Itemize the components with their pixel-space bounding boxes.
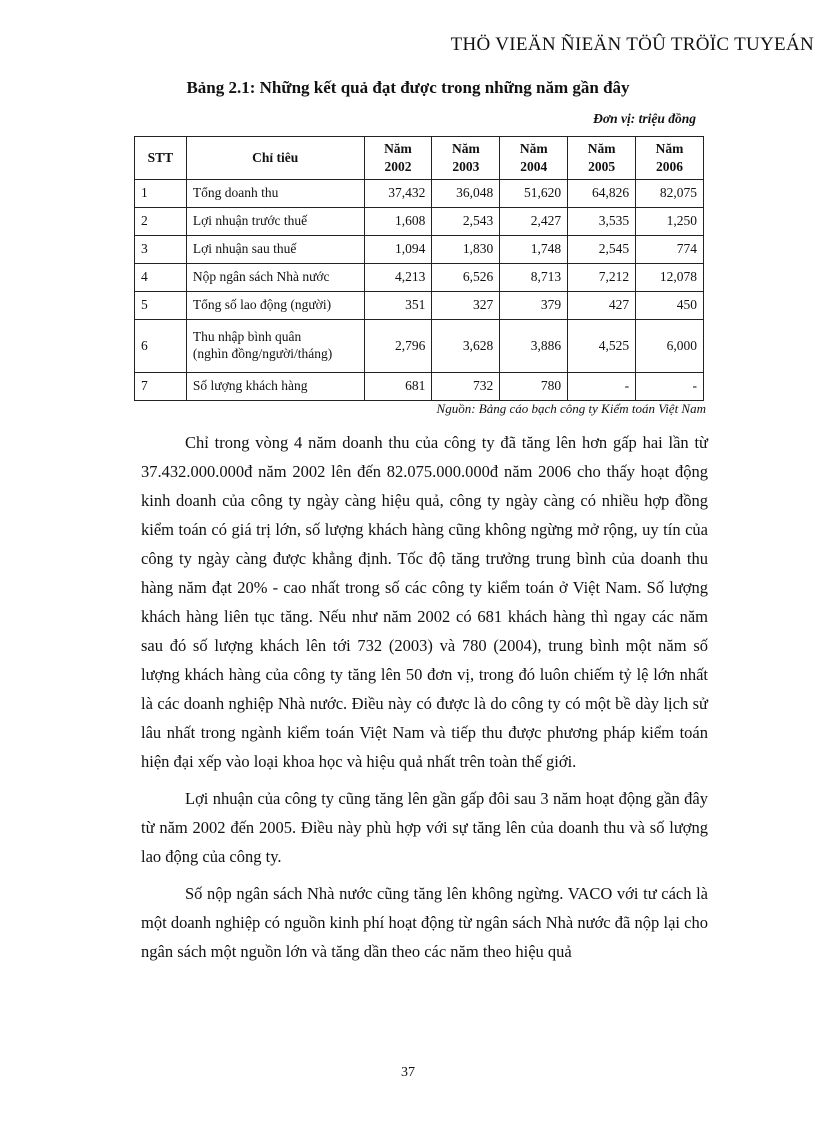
cell-value: 6,526: [432, 264, 500, 292]
cell-value: 1,748: [500, 236, 568, 264]
page-number: 37: [401, 1065, 415, 1080]
cell-value: 379: [500, 292, 568, 320]
cell-value: 681: [364, 373, 432, 401]
cell-stt: 1: [135, 180, 187, 208]
cell-value: 2,796: [364, 320, 432, 373]
cell-value: 8,713: [500, 264, 568, 292]
table-row: [135, 373, 704, 401]
cell-value: 37,432: [364, 180, 432, 208]
cell-value: 6,000: [636, 320, 704, 373]
table-source: Nguồn: Bảng cáo bạch công ty Kiểm toán Việt Nam: [436, 401, 706, 416]
table-title: Bảng 2.1: Những kết quả đạt được trong những năm gần đây: [186, 78, 630, 97]
cell-value: 64,826: [568, 180, 636, 208]
table-row: [135, 208, 704, 236]
cell-value: 732: [432, 373, 500, 401]
cell-value: 2,543: [432, 208, 500, 236]
header-year: Năm 2006: [636, 137, 704, 180]
cell-value: 2,545: [568, 236, 636, 264]
cell-stt: 4: [135, 264, 187, 292]
table-row: [135, 264, 704, 292]
cell-value: 3,628: [432, 320, 500, 373]
table-row: [135, 320, 704, 373]
cell-value: 3,886: [500, 320, 568, 373]
header-year: Năm 2002: [364, 137, 432, 180]
cell-stt: 2: [135, 208, 187, 236]
table-row: [135, 292, 704, 320]
cell-name: Nộp ngân sách Nhà nước: [186, 264, 364, 292]
cell-value: 82,075: [636, 180, 704, 208]
cell-value: 4,525: [568, 320, 636, 373]
cell-stt: 5: [135, 292, 187, 320]
header-year: Năm 2005: [568, 137, 636, 180]
paragraph: Số nộp ngân sách Nhà nước cũng tăng lên không ngừng. VACO với tư cách là một doanh nghiệp có nguồn kinh phí hoạt động từ ngân sách Nhà nước đã nộp lại cho ngân sách một nguồn lớn và tăng dần theo các năm theo hiệu quả: [141, 884, 708, 961]
header-chitieu: Chỉ tiêu: [186, 137, 364, 180]
results-table: [134, 136, 704, 401]
page-header: THÖ VIEÄN ÑIEÄN TÖÛ TRÖÏC TUYEÁN: [450, 34, 814, 55]
header-year: Năm 2004: [500, 137, 568, 180]
cell-value: 1,094: [364, 236, 432, 264]
cell-value: 12,078: [636, 264, 704, 292]
cell-name: Lợi nhuận sau thuế: [186, 236, 364, 264]
cell-value: 3,535: [568, 208, 636, 236]
table-header-row: [135, 137, 704, 180]
body-text: [141, 428, 708, 974]
cell-value: 2,427: [500, 208, 568, 236]
cell-stt: 3: [135, 236, 187, 264]
cell-value: 351: [364, 292, 432, 320]
cell-value: -: [568, 373, 636, 401]
cell-value: -: [636, 373, 704, 401]
cell-stt: 7: [135, 373, 187, 401]
cell-value: 36,048: [432, 180, 500, 208]
table-row: [135, 236, 704, 264]
cell-name: Tổng số lao động (người): [186, 292, 364, 320]
cell-value: 427: [568, 292, 636, 320]
cell-value: 51,620: [500, 180, 568, 208]
cell-stt: 6: [135, 320, 187, 373]
cell-name: Thu nhập bình quân (nghìn đồng/người/tháng): [186, 320, 364, 373]
cell-value: 1,830: [432, 236, 500, 264]
paragraph: Chỉ trong vòng 4 năm doanh thu của công ty đã tăng lên hơn gấp hai lần từ 37.432.000.000đ năm 2002 lên đến 82.075.000.000đ năm 2006 cho thấy hoạt động kinh doanh của công ty ngày càng hiệu quả, công ty ngày càng có nhiều hợp đồng kiểm toán có giá trị lớn, số lượng khách hàng cũng không ngừng mở rộng, uy tín của công ty ngày càng được khẳng định. Tốc độ tăng trưởng trung bình của doanh thu hàng năm đạt 20% - cao nhất trong số các công ty kiểm toán ở Việt Nam. Số lượng khách hàng liên tục tăng. Nếu như năm 2002 có 681 khách hàng thì ngay các năm sau đó số lượng khách lên tới 732 (2003) và 780 (2004), trung bình một năm số lượng khách hàng của công ty tăng lên 50 đơn vị, trong đó luôn chiếm tỷ lệ lớn nhất là các doanh nghiệp Nhà nước. Điều này có được là do công ty có một bề dày lịch sử lâu nhất trong ngành kiểm toán Việt Nam và tiếp thu được phương pháp kiểm toán hiện đại xếp vào loại khoa học và hiệu quả nhất trên toàn thế giới.: [141, 433, 708, 771]
cell-value: 1,250: [636, 208, 704, 236]
cell-name: Tổng doanh thu: [186, 180, 364, 208]
paragraph: Lợi nhuận của công ty cũng tăng lên gần gấp đôi sau 3 năm hoạt động gần đây từ năm 2002 đến 2005. Điều này phù hợp với sự tăng lên của doanh thu và số lượng lao động của công ty.: [141, 789, 708, 866]
cell-value: 774: [636, 236, 704, 264]
cell-name: Lợi nhuận trước thuế: [186, 208, 364, 236]
table-row: [135, 180, 704, 208]
table-unit: Đơn vị: triệu đồng: [593, 111, 696, 126]
header-year: Năm 2003: [432, 137, 500, 180]
cell-value: 7,212: [568, 264, 636, 292]
cell-value: 4,213: [364, 264, 432, 292]
header-stt: STT: [135, 137, 187, 180]
cell-value: 327: [432, 292, 500, 320]
cell-value: 780: [500, 373, 568, 401]
cell-name: Số lượng khách hàng: [186, 373, 364, 401]
cell-value: 450: [636, 292, 704, 320]
cell-value: 1,608: [364, 208, 432, 236]
